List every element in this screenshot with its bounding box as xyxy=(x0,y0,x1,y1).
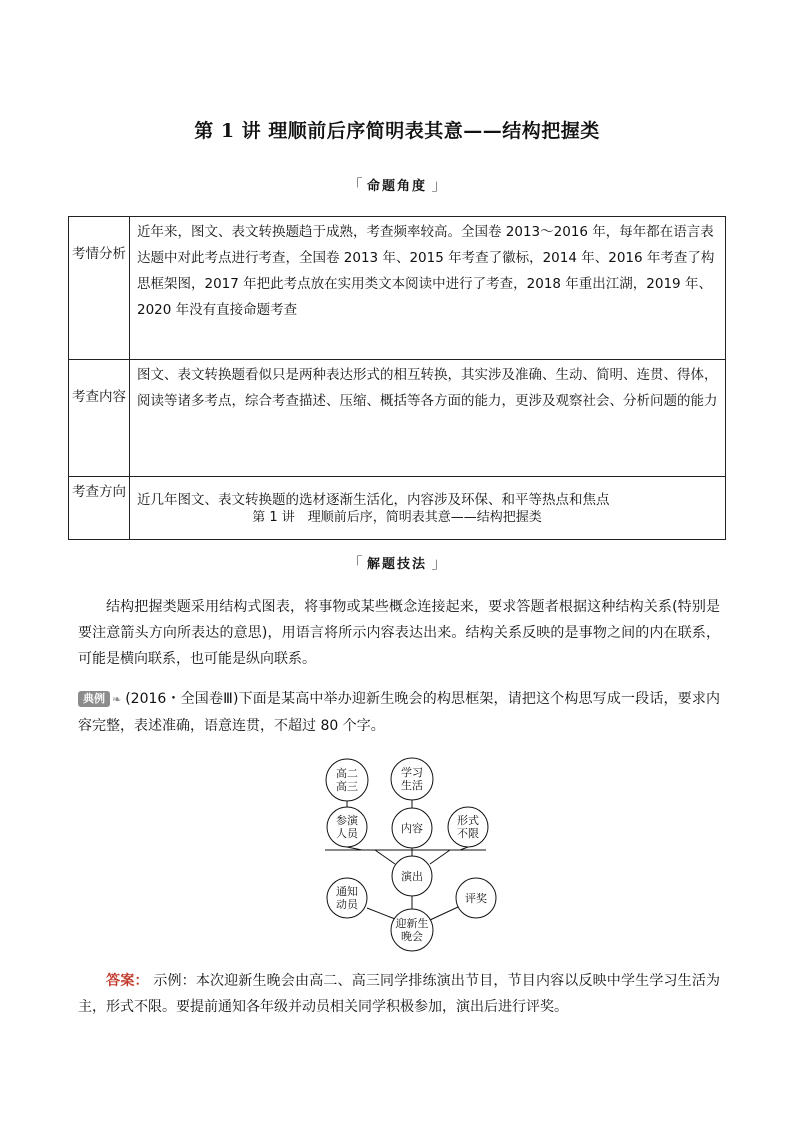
table-row xyxy=(69,360,726,477)
node-award-label: 评奖 xyxy=(465,892,487,905)
framework-diagram xyxy=(300,756,500,952)
exam-info-table xyxy=(68,216,726,540)
bracket-right: 」 xyxy=(431,176,447,194)
answer-paragraph xyxy=(78,968,720,1020)
section-heading-technique xyxy=(0,552,794,573)
answer-label: 答案： xyxy=(106,973,149,989)
node-party-line2: 晚会 xyxy=(401,930,423,943)
row-header: 考查内容 xyxy=(69,360,130,477)
leaf-icon: ❧ xyxy=(112,693,122,706)
section-label: 解题技法 xyxy=(366,557,427,572)
section-heading-angle xyxy=(0,174,794,195)
node-show-label: 演出 xyxy=(401,870,423,883)
row-content: 近几年图文、表文转换题的选材逐渐生活化，内容涉及环保、和平等热点和焦点 xyxy=(130,477,726,540)
example-text: (2016・全国卷Ⅲ)下面是某高中举办迎新生晚会的构思框架，请把这个构思写成一段话，要求内容完整，表述准确，语意连贯，不超过 80 个字。 xyxy=(78,691,720,734)
row-content: 近年来，图文、表文转换题趋于成熟，考查频率较高。全国卷 2013～2016 年，每年都在语言表达题中对此考点进行考查，全国卷 2013 年、2015 年考查了徽标，2014 年、2016 年考查了构思框架图，2017 年把此考点放在实用类文本阅读中进行了考查，2018 年重出江湖，2019 年、2020 年没有直接命题考查 xyxy=(130,217,726,360)
page-title: 第 1 讲 理顺前后序简明表其意——结构把握类 xyxy=(194,120,600,142)
intro-paragraph: 结构把握类题采用结构式图表，将事物或某些概念连接起来，要求答题者根据这种结构关系(特别是要注意箭头方向所表达的意思)，用语言将所示内容表达出来。结构关系反映的是事物之间的内在联系，可能是横向联系，也可能是纵向联系。 xyxy=(78,599,720,667)
example-tag: 典例 xyxy=(78,691,110,707)
bracket-right: 」 xyxy=(431,554,447,572)
row-header: 考情分析 xyxy=(69,217,130,360)
node-notify-line1: 通知 xyxy=(336,885,358,898)
node-form-line2: 不限 xyxy=(457,827,479,840)
node-performers-line1: 参演 xyxy=(336,814,358,827)
node-grade-line1: 高二 xyxy=(336,767,358,780)
node-performers-line2: 人员 xyxy=(336,827,358,840)
node-form-line1: 形式 xyxy=(457,814,479,827)
node-study-line2: 生活 xyxy=(401,779,423,792)
row-content: 图文、表文转换题看似只是两种表达形式的相互转换，其实涉及准确、生动、简明、连贯、得体，阅读等诸多考点，综合考查描述、压缩、概括等各方面的能力，更涉及观察社会、分析问题的能力 xyxy=(130,360,726,477)
table-caption: 第 1 讲 理顺前后序，简明表其意——结构把握类 xyxy=(252,510,542,525)
answer-text: 示例：本次迎新生晚会由高二、高三同学排练演出节目，节目内容以反映中学生学习生活为主，形式不限。要提前通知各年级并动员相关同学积极参加，演出后进行评奖。 xyxy=(78,973,720,1015)
node-notify-line2: 动员 xyxy=(336,898,358,911)
node-study-line1: 学习 xyxy=(401,766,423,779)
node-grade-line2: 高三 xyxy=(336,780,358,793)
section-label: 命题角度 xyxy=(366,179,427,194)
node-content-label: 内容 xyxy=(401,822,423,835)
bracket-left: 「 xyxy=(347,176,363,194)
example-paragraph xyxy=(78,686,720,739)
node-party-line1: 迎新生 xyxy=(395,917,429,930)
row-header: 考查方向 xyxy=(69,477,130,540)
table-row xyxy=(69,217,726,360)
bracket-left: 「 xyxy=(347,554,363,572)
